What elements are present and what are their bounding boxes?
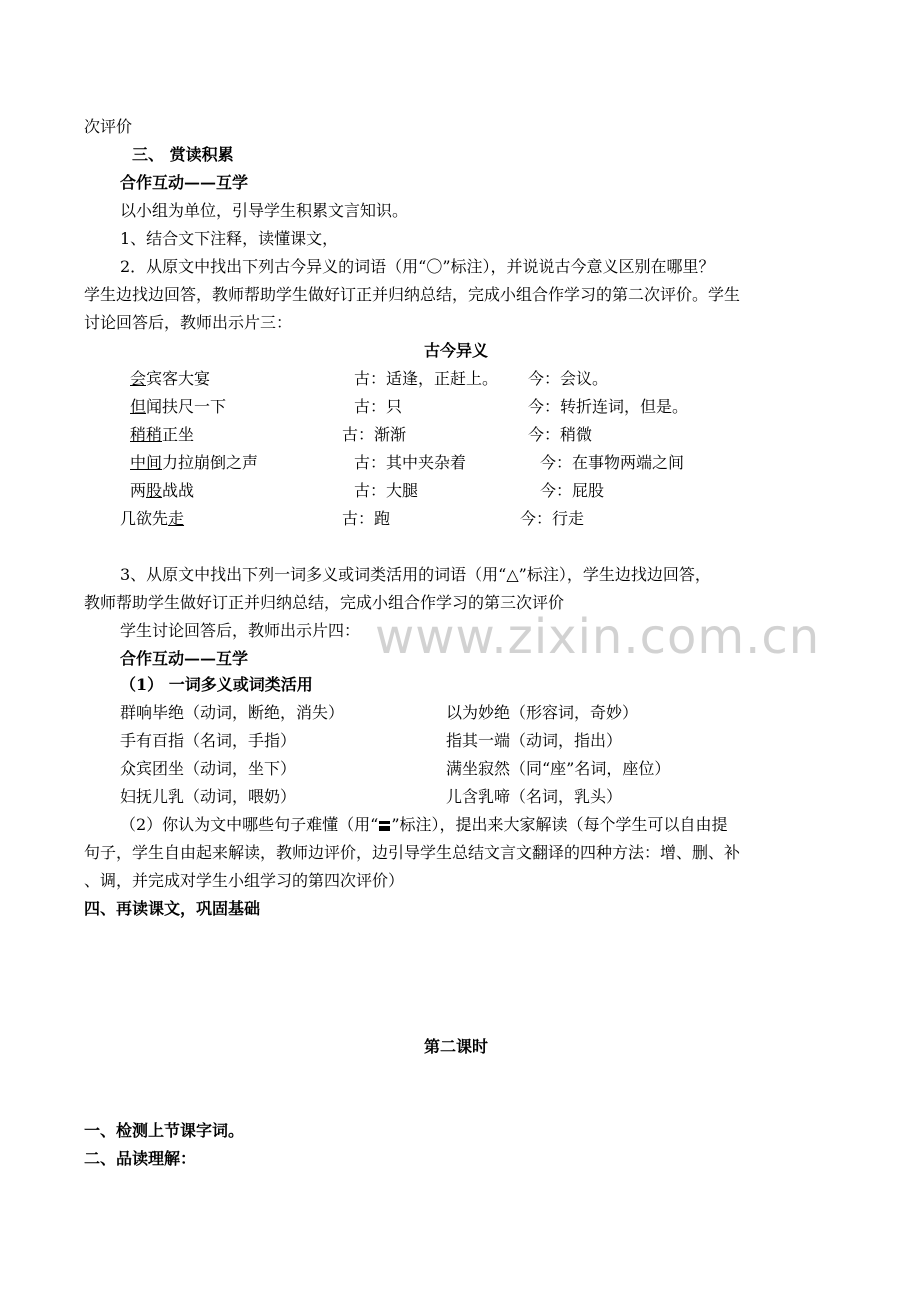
text-line: 以小组为单位，引导学生积累文言知识。 [120,201,409,220]
gujin-term: 但闻扶尺一下 [130,397,227,416]
text-line: （2）你认为文中哪些句子难懂（用“ ”标注），提出来大家解读（每个学生可以自由提 [120,815,728,834]
text-line: 学生讨论回答后，教师出示片四： [120,621,361,640]
duoyi-left: 众宾团坐（动词，坐下） [120,759,297,778]
gujin-term: 中间力拉崩倒之声 [130,453,259,472]
duoyi-right: 儿含乳啼（名词，乳头） [446,787,623,806]
section-heading-1: 一、检测上节课字词。 [84,1121,245,1140]
gujin-gu: 古：跑 [342,509,391,528]
watermark: www.zixin.com.cn [375,609,821,665]
subheading: 合作互动——互学 [120,173,249,192]
section-heading-2: 二、品读理解： [84,1149,197,1168]
lesson-title: 第二课时 [424,1037,489,1056]
gujin-term: 会宾客大宴 [130,369,211,388]
text-line: 2．从原文中找出下列古今异义的词语（用“〇”标注），并说说古今意义区别在哪里？ [120,257,715,276]
gujin-jin: 今：会议。 [528,369,609,388]
section-heading-4: 四、再读课文，巩固基础 [84,899,261,918]
duoyi-left: 群响毕绝（动词，断绝，消失） [120,703,345,722]
gujin-jin: 今：屁股 [540,481,605,500]
section-heading-3: 三、 赏读积累 [132,145,234,164]
text-line: 教师帮助学生做好订正并归纳总结，完成小组合作学习的第三次评价 [84,593,565,612]
gujin-gu: 古：其中夹杂着 [354,453,467,472]
text-line: 1、结合文下注释，读懂课文， [120,229,339,248]
gujin-gu: 古：只 [354,397,403,416]
subheading: （1） 一词多义或词类活用 [120,675,313,694]
table-title: 古今异义 [424,341,489,360]
gujin-jin: 今：稍微 [528,425,593,444]
gujin-jin: 今：转折连词，但是。 [528,397,689,416]
duoyi-right: 指其一端（动词，指出） [446,731,623,750]
text-line: 、调，并完成对学生小组学习的第四次评价） [84,871,405,890]
triple-line-icon [379,821,390,831]
gujin-term: 两股战战 [130,481,195,500]
gujin-gu: 古：大腿 [354,481,419,500]
subheading: 合作互动——互学 [120,649,249,668]
duoyi-left: 手有百指（名词，手指） [120,731,297,750]
gujin-term: 稍稍正坐 [130,425,195,444]
gujin-jin: 今：在事物两端之间 [540,453,685,472]
text-line: 3、从原文中找出下列一词多义或词类活用的词语（用“△”标注），学生边找边回答， [120,565,711,584]
duoyi-left: 妇抚儿乳（动词，喂奶） [120,787,297,806]
text-line: 次评价 [84,117,133,136]
text-line: 句子，学生自由起来解读，教师边评价，边引导学生总结文言文翻译的四种方法：增、删、补 [84,843,741,862]
duoyi-right: 满坐寂然（同“座”名词，座位） [446,759,671,778]
text-line: 讨论回答后，教师出示片三： [84,313,293,332]
gujin-jin: 今：行走 [520,509,585,528]
text-line: 学生边找边回答，教师帮助学生做好订正并归纳总结，完成小组合作学习的第二次评价。学生 [84,285,741,304]
gujin-term: 几欲先走 [120,509,185,528]
duoyi-right: 以为妙绝（形容词，奇妙） [446,703,639,722]
gujin-gu: 古：渐渐 [342,425,407,444]
gujin-gu: 古：适逢，正赶上。 [354,369,499,388]
